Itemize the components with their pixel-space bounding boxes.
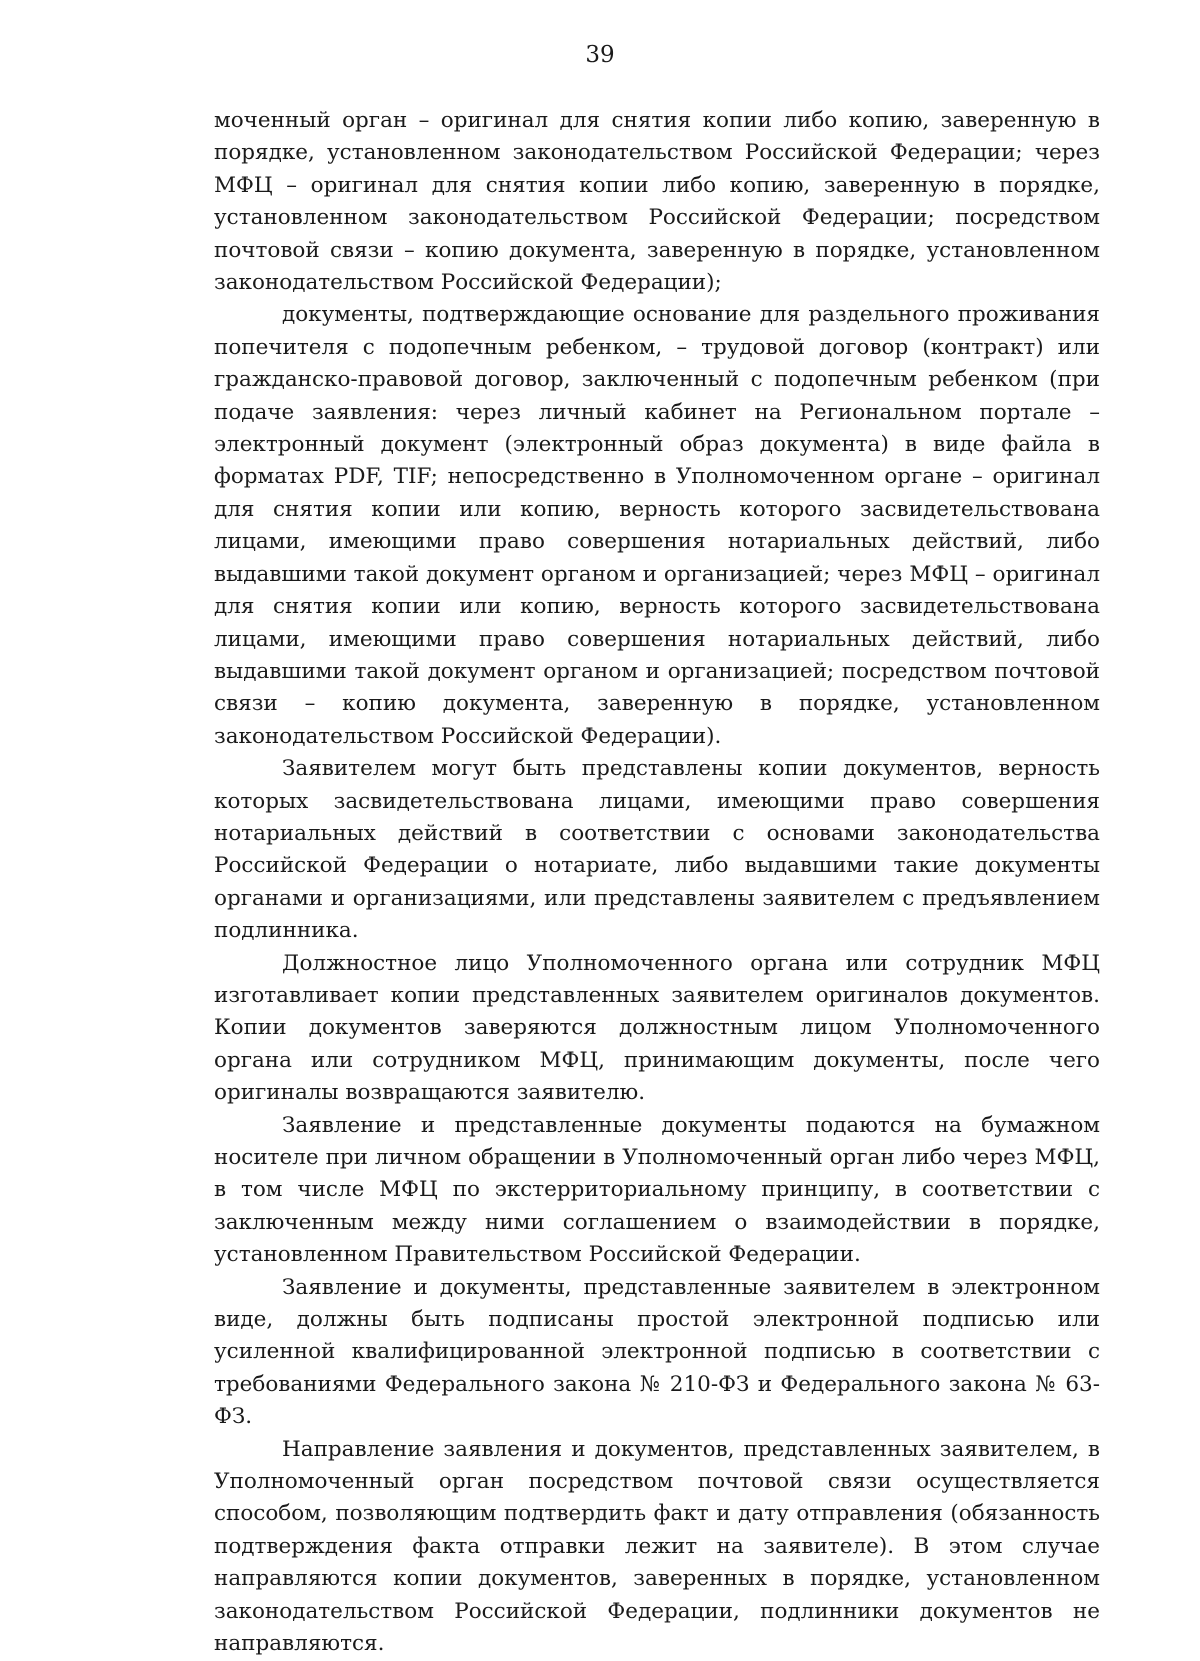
paragraph: Заявление и документы, представленные заявителем в электронном виде, должны быть подписаны простой электронной подписью или усиленной квалифицированной электронной подписью в соответствии с требованиями Федерального закона № 210-ФЗ и Федерального закона № 63-ФЗ.	[214, 1274, 1100, 1430]
paragraph: Должностное лицо Уполномоченного органа или сотрудник МФЦ изготавливает копии представленных заявителем оригиналов документов. Копии документов заверяются должностным лицом Уполномоченного органа или сотрудником МФЦ, принимающим документы, после чего оригиналы возвращаются заявителю.	[214, 950, 1100, 1106]
paragraph: Заявителем могут быть представлены копии документов, верность которых засвидетельствована лицами, имеющими право совершения нотариальных действий в соответствии с основами законодательства Российской Федерации о нотариате, либо выдавшими такие документы органами и организациями, или представлены заявителем с предъявлением подлинника.	[214, 756, 1100, 944]
paragraph: документы, подтверждающие основание для раздельного проживания попечителя с подопечным ребенком, – трудовой договор (контракт) или гражданско-правовой договор, заключенный с подопечным ребенком (при подаче заявления: через личный кабинет на Региональном портале – электронный документ (электронный образ документа) в виде файла в форматах PDF, TIF; непосредственно в Уполномоченном органе – оригинал для снятия копии или копию, верность которого засвидетельствована лицами, имеющими право совершения нотариальных действий, либо выдавшими такой документ органом и организацией; через МФЦ – оригинал для снятия копии или копию, верность которого засвидетельствована лицами, имеющими право совершения нотариальных действий, либо выдавшими такой документ органом и организацией; посредством почтовой связи – копию документа, заверенную в порядке, установленном законодательством Российской Федерации).	[214, 302, 1100, 749]
document-body	[214, 105, 1100, 1661]
paragraph: моченный орган – оригинал для снятия копии либо копию, заверенную в порядке, установленном законодательством Российской Федерации; через МФЦ – оригинал для снятия копии либо копию, заверенную в порядке, установленном законодательством Российской Федерации; посредством почтовой связи – копию документа, заверенную в порядке, установленном законодательством Российской Федерации);	[214, 108, 1100, 296]
paragraph: Заявление и представленные документы подаются на бумажном носителе при личном обращении в Уполномоченный орган либо через МФЦ, в том числе МФЦ по экстерриториальному принципу, в соответствии с заключенным между ними соглашением о взаимодействии в порядке, установленном Правительством Российской Федерации.	[214, 1112, 1100, 1268]
page-number: 39	[585, 42, 615, 68]
paragraph: Направление заявления и документов, представленных заявителем, в Уполномоченный орган посредством почтовой связи осуществляется способом, позволяющим подтвердить факт и дату отправления (обязанность подтверждения факта отправки лежит на заявителе). В этом случае направляются копии документов, заверенных в порядке, установленном законодательством Российской Федерации, подлинники документов не направляются.	[214, 1436, 1100, 1657]
